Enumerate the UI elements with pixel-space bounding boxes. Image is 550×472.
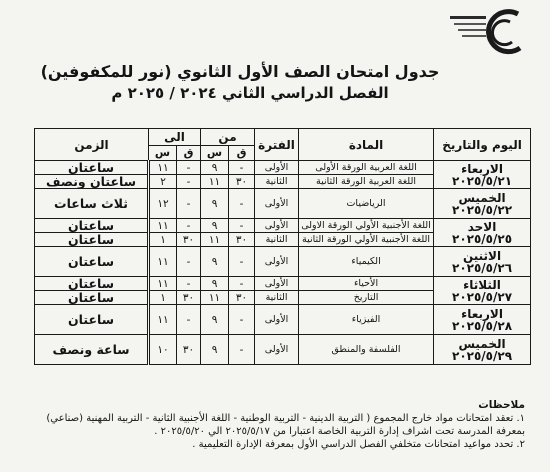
from-hour-cell: ١١ bbox=[201, 175, 229, 189]
to-minutes-cell: - bbox=[177, 175, 201, 189]
to-hour-cell: ١١ bbox=[149, 277, 177, 291]
exam-schedule-body bbox=[35, 161, 531, 365]
day-date-cell bbox=[434, 277, 531, 305]
table-row bbox=[35, 277, 531, 291]
to-minutes-cell: - bbox=[177, 161, 201, 175]
from-hour-cell: ٩ bbox=[201, 305, 229, 335]
exam-date: ٢٠٢٥/٥/٢٦ bbox=[452, 260, 513, 275]
duration-cell: ساعتان bbox=[35, 305, 149, 335]
to-hour-cell: ١١ bbox=[149, 247, 177, 277]
period-cell: الأولى bbox=[255, 247, 299, 277]
period-cell: الأولى bbox=[255, 305, 299, 335]
day-name: الاربعاء bbox=[461, 161, 503, 176]
to-minutes-cell: - bbox=[177, 305, 201, 335]
to-hour-cell: ١ bbox=[149, 291, 177, 305]
exam-date: ٢٠٢٥/٥/٢٢ bbox=[452, 202, 513, 217]
to-hour-cell: ٢ bbox=[149, 175, 177, 189]
from-hour-cell: ٩ bbox=[201, 161, 229, 175]
subject-cell: التاريخ bbox=[299, 291, 434, 305]
subject-cell: الرياضيات bbox=[299, 189, 434, 219]
from-hour-cell: ٩ bbox=[201, 277, 229, 291]
ministry-logo bbox=[440, 8, 540, 56]
to-minutes-cell: ٣٠ bbox=[177, 291, 201, 305]
duration-cell: ساعتان bbox=[35, 277, 149, 291]
day-name: الاثنين bbox=[462, 248, 502, 263]
period-cell: الأولى bbox=[255, 189, 299, 219]
from-minutes-cell: - bbox=[229, 305, 255, 335]
day-date-cell bbox=[434, 161, 531, 189]
day-name: الخميس bbox=[458, 190, 506, 205]
to-minutes-cell: ٣٠ bbox=[177, 233, 201, 247]
from-minutes-cell: - bbox=[229, 189, 255, 219]
subject-cell: اللغة الأجنبية الأولي الورقة الاولى bbox=[299, 219, 434, 233]
day-date-cell bbox=[434, 247, 531, 277]
to-hour-cell: ١ bbox=[149, 233, 177, 247]
header-day-date: اليوم والتاريخ bbox=[434, 129, 531, 161]
day-date-cell bbox=[434, 335, 531, 365]
header-from: من bbox=[201, 129, 255, 146]
table-row bbox=[35, 335, 531, 365]
to-hour-cell: ١٢ bbox=[149, 189, 177, 219]
header-from-s: س bbox=[201, 146, 229, 161]
from-hour-cell: ٩ bbox=[201, 189, 229, 219]
header-to-s: س bbox=[149, 146, 177, 161]
exam-date: ٢٠٢٥/٥/٢١ bbox=[452, 173, 513, 188]
table-row bbox=[35, 189, 531, 219]
duration-cell: ثلاث ساعات bbox=[35, 189, 149, 219]
notes-heading: ملاحظات bbox=[478, 399, 525, 411]
exam-date: ٢٠٢٥/٥/٢٧ bbox=[452, 289, 513, 304]
subject-cell: الأحياء bbox=[299, 277, 434, 291]
from-minutes-cell: ٣٠ bbox=[229, 175, 255, 189]
to-hour-cell: ١١ bbox=[149, 219, 177, 233]
exam-date: ٢٠٢٥/٥/٢٥ bbox=[452, 231, 513, 246]
to-minutes-cell: - bbox=[177, 189, 201, 219]
from-hour-cell: ١١ bbox=[201, 291, 229, 305]
from-minutes-cell: - bbox=[229, 219, 255, 233]
notes-section bbox=[20, 399, 525, 451]
exam-date: ٢٠٢٥/٥/٢٩ bbox=[452, 348, 513, 363]
day-date-cell bbox=[434, 189, 531, 219]
to-minutes-cell: ٣٠ bbox=[177, 335, 201, 365]
from-minutes-cell: - bbox=[229, 247, 255, 277]
from-hour-cell: ١١ bbox=[201, 233, 229, 247]
subject-cell: الفيزياء bbox=[299, 305, 434, 335]
period-cell: الثانية bbox=[255, 291, 299, 305]
from-minutes-cell: ٣٠ bbox=[229, 233, 255, 247]
subject-cell: الكيمياء bbox=[299, 247, 434, 277]
day-name: الخميس bbox=[458, 336, 506, 351]
header-from-q: ق bbox=[229, 146, 255, 161]
from-minutes-cell: - bbox=[229, 277, 255, 291]
period-cell: الثانية bbox=[255, 233, 299, 247]
duration-cell: ساعتان bbox=[35, 219, 149, 233]
day-date-cell bbox=[434, 305, 531, 335]
subject-cell: اللغة الأجنبية الأولي الورقة الثانية bbox=[299, 233, 434, 247]
to-minutes-cell: - bbox=[177, 247, 201, 277]
day-name: الاربعاء bbox=[461, 306, 503, 321]
period-cell: الأولى bbox=[255, 277, 299, 291]
exam-date: ٢٠٢٥/٥/٢٨ bbox=[452, 318, 513, 333]
day-name: الثلاثاء bbox=[463, 277, 501, 292]
period-cell: الأولى bbox=[255, 219, 299, 233]
header-subject: المادة bbox=[299, 129, 434, 161]
from-minutes-cell: - bbox=[229, 161, 255, 175]
subject-cell: اللغة العربية الورقة الثانية bbox=[299, 175, 434, 189]
duration-cell: ساعتان bbox=[35, 233, 149, 247]
to-minutes-cell: - bbox=[177, 277, 201, 291]
period-cell: الثانية bbox=[255, 175, 299, 189]
exam-schedule-table bbox=[34, 128, 531, 365]
subject-cell: الفلسفة والمنطق bbox=[299, 335, 434, 365]
page-title: جدول امتحان الصف الأول الثانوي (نور للمكفوفين) bbox=[40, 62, 440, 81]
period-cell: الأولى bbox=[255, 161, 299, 175]
from-minutes-cell: - bbox=[229, 335, 255, 365]
duration-cell: ساعتان bbox=[35, 247, 149, 277]
header-period: الفترة bbox=[255, 129, 299, 161]
from-hour-cell: ٩ bbox=[201, 335, 229, 365]
duration-cell: ساعتان bbox=[35, 291, 149, 305]
page-title-block bbox=[0, 62, 550, 102]
header-to: الى bbox=[149, 129, 201, 146]
table-row bbox=[35, 247, 531, 277]
to-hour-cell: ١١ bbox=[149, 161, 177, 175]
page-subtitle: الفصل الدراسي الثاني ٢٠٢٤ / ٢٠٢٥ م bbox=[111, 84, 389, 102]
day-date-cell bbox=[434, 219, 531, 247]
table-row bbox=[35, 161, 531, 175]
from-minutes-cell: ٣٠ bbox=[229, 291, 255, 305]
day-name: الاحد bbox=[467, 219, 497, 234]
duration-cell: ساعتان ونصف bbox=[35, 175, 149, 189]
period-cell: الأولى bbox=[255, 335, 299, 365]
from-hour-cell: ٩ bbox=[201, 219, 229, 233]
duration-cell: ساعتان bbox=[35, 161, 149, 175]
to-hour-cell: ١١ bbox=[149, 305, 177, 335]
duration-cell: ساعة ونصف bbox=[35, 335, 149, 365]
note-item-2: ٢. تحدد مواعيد امتحانات متخلفي الفصل الدراسي الأول بمعرفة الإدارة التعليمية . bbox=[192, 439, 525, 450]
table-row bbox=[35, 305, 531, 335]
table-row bbox=[35, 219, 531, 233]
note-item-1: ١. تعقد امتحانات مواد خارج المجموع ( التربية الدينية - التربية الوطنية - اللغة الأجنبية الثانية - التربية المهنية (صناعي) بمعرفة المدرسة تحت اشراف إدارة التربية الخاصة اعتبارا من ٢٠٢٥/٥/١٧ الي ٢٠٢٥/٥/٢٠ . bbox=[46, 413, 525, 437]
subject-cell: اللغة العربية الورقة الأولى bbox=[299, 161, 434, 175]
to-hour-cell: ١٠ bbox=[149, 335, 177, 365]
header-to-q: ق bbox=[177, 146, 201, 161]
header-duration: الزمن bbox=[35, 129, 149, 161]
from-hour-cell: ٩ bbox=[201, 247, 229, 277]
to-minutes-cell: - bbox=[177, 219, 201, 233]
